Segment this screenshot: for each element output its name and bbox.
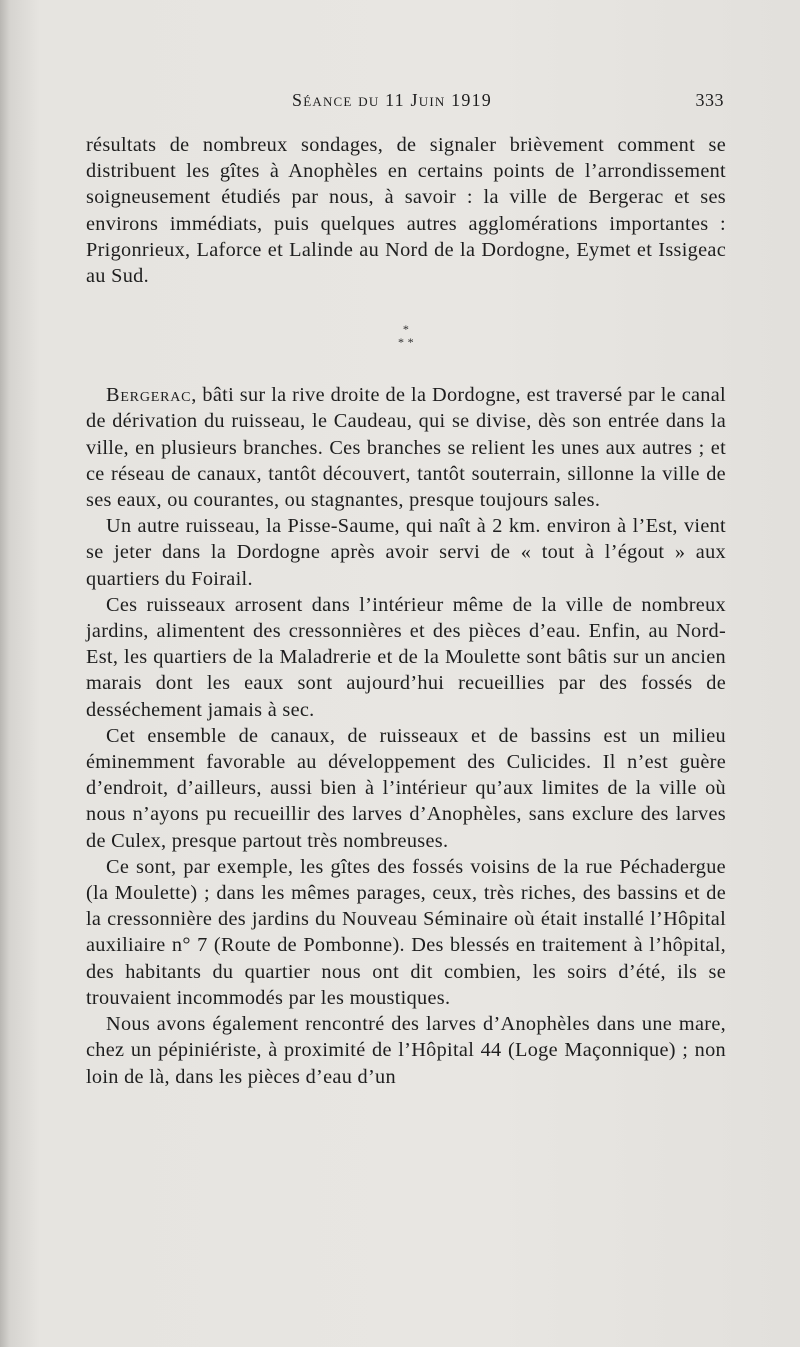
body-text bbox=[86, 132, 726, 1090]
section-separator bbox=[86, 323, 726, 349]
page-header bbox=[86, 86, 726, 116]
document-page bbox=[86, 86, 726, 1090]
paragraph-bergerac-lead: Bergerac bbox=[106, 384, 192, 407]
paragraph-intro: résultats de nombreux sondages, de signaler brièvement comment se distribuent les gîtes à Anophèles en certains points de l’arrondissement soigneusement étudiés par nous, à savoir : la ville de Bergerac et ses environs immédiats, puis quelques autres agglomérations importantes : Prigonrieux, Laforce et Lalinde au Nord de la Dordogne, Eymet et Issigeac au Sud. bbox=[86, 134, 726, 288]
paragraph-pisse-saume: Un autre ruisseau, la Pisse-Saume, qui naît à 2 km. environ à l’Est, vient se jeter dans la Dordogne après avoir servi de « tout à l’égout » aux quartiers du Foirail. bbox=[86, 515, 726, 590]
separator-asterisk-top: * bbox=[402, 322, 410, 337]
paragraph-bergerac bbox=[86, 382, 726, 513]
running-title: Séance du 11 Juin 1919 bbox=[292, 90, 492, 110]
paragraph-larves: Nous avons également rencontré des larves d’Anophèles dans une mare, chez un pépiniériste, à proximité de l’Hôpital 44 (Loge Maçonnique) ; non loin de là, dans les pièces d’eau d’un bbox=[86, 1013, 726, 1088]
paragraph-bergerac-text: , bâti sur la rive droite de la Dordogne, est traversé par le canal de dérivation du ruisseau, le Caudeau, qui se divise, dès son entrée dans la ville, en plusieurs branches. Ces branches se relient les unes aux autres ; et ce réseau de canaux, tantôt découvert, tantôt souterrain, sillonne la ville de ses eaux, ou courantes, ou stagnantes, presque toujours sales. bbox=[86, 384, 726, 512]
paragraph-ensemble: Cet ensemble de canaux, de ruisseaux et de bassins est un milieu éminemment favorable au développement des Culicides. Il n’est guère d’endroit, d’ailleurs, aussi bien à l’intérieur qu’aux limites de la ville où nous n’ayons pu recueillir des larves d’Anophèles, sans exclure des larves de Culex, presque partout très nombreuses. bbox=[86, 724, 726, 852]
separator-asterisks-bottom: * * bbox=[398, 335, 414, 350]
paragraph-exemple: Ce sont, par exemple, les gîtes des fossés voisins de la rue Péchadergue (la Moulette) ; dans les mêmes parages, ceux, très riches, des bassins et de la cressonnière des jardins du Nouveau Séminaire où était installé l’Hôpital auxiliaire n° 7 (Route de Pombonne). Des blessés en traitement à l’hôpital, des habitants du quartier nous ont dit combien, les soirs d’été, ils se trouvaient incommodés par les moustiques. bbox=[86, 855, 726, 1009]
page-number: 333 bbox=[695, 90, 724, 110]
paragraph-ruisseaux: Ces ruisseaux arrosent dans l’intérieur même de la ville de nombreux jardins, alimentent des cressonnières et des pièces d’eau. Enfin, au Nord-Est, les quartiers de la Maladrerie et de la Moulette sont bâtis sur un ancien marais dont les eaux sont aujourd’hui recueillies par des fossés de desséchement jamais à sec. bbox=[86, 593, 726, 721]
